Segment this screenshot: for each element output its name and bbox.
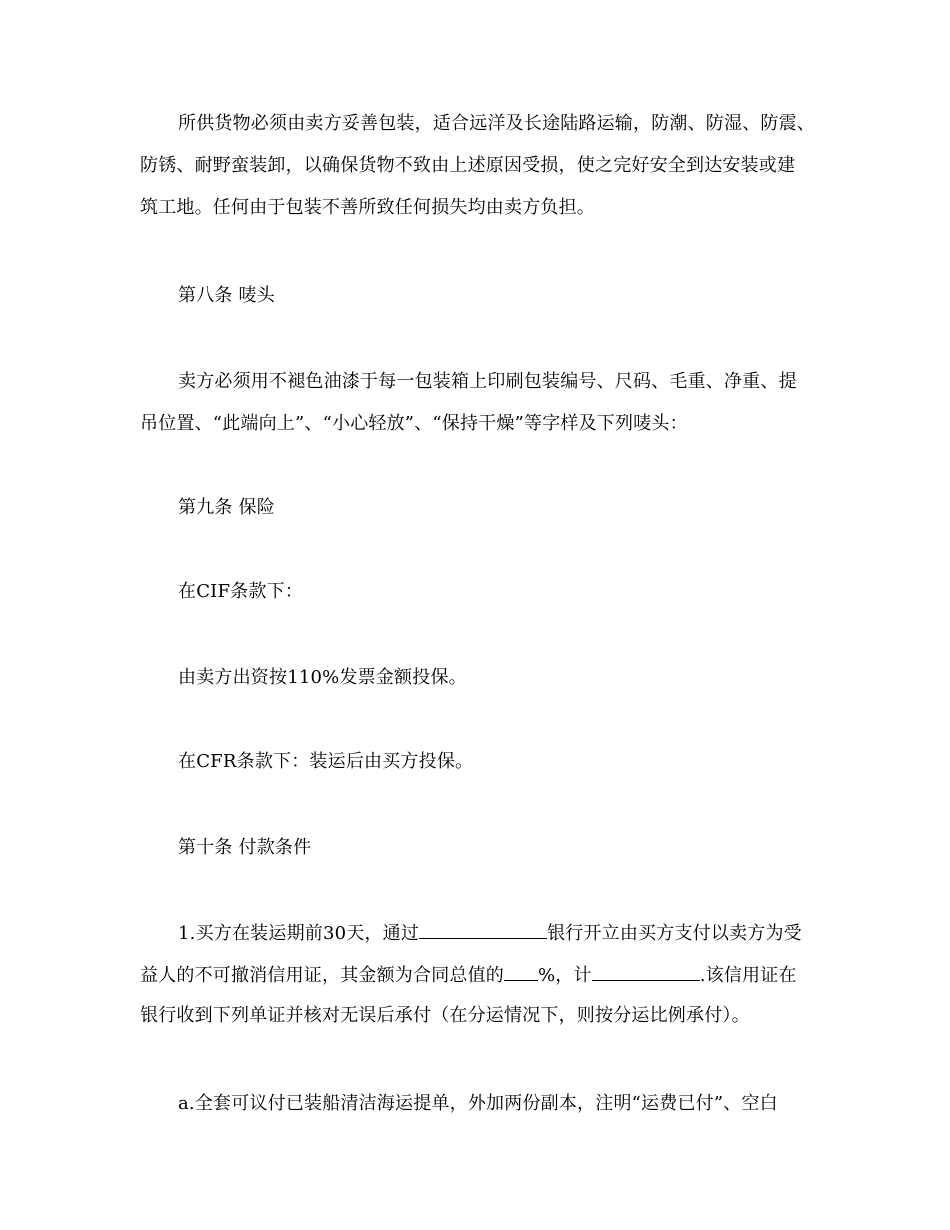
- article-9-heading: 第九条 保险: [178, 497, 275, 518]
- payment-item-1-line-2: [140, 962, 797, 988]
- payment-item-1-text-b: 银行开立由买方支付以卖方为受: [547, 923, 802, 944]
- amount-blank[interactable]: [592, 962, 700, 981]
- payment-item-1-line-3: 银行收到下列单证并核对无误后承付（在分运情况下，则按分运比例承付）。: [140, 1005, 750, 1026]
- marks-paragraph-line-2: 吊位置、“此端向上”、“小心轻放”、“保持干燥”等字样及下列唛头：: [140, 413, 688, 434]
- cif-label: 在CIF条款下：: [178, 581, 303, 602]
- percentage-blank[interactable]: [504, 962, 538, 981]
- cif-insurance-text: 由卖方出资按110%发票金额投保。: [178, 667, 467, 688]
- payment-item-1-text-e: .该信用证在: [699, 965, 797, 986]
- payment-item-1-line-1: [178, 920, 802, 946]
- packaging-paragraph-line-2: 防锈、耐野蛮装卸，以确保货物不致由上述原因受损，使之完好安全到达安装或建: [140, 155, 796, 176]
- payment-item-1-text-c: 益人的不可撤消信用证，其金额为合同总值的: [140, 965, 504, 986]
- bank-name-blank[interactable]: [419, 920, 547, 939]
- cfr-insurance-text: 在CFR条款下：装运后由买方投保。: [178, 751, 474, 772]
- article-10-heading: 第十条 付款条件: [178, 837, 312, 858]
- payment-item-a-line-1: a.全套可议付已装船清洁海运提单，外加两份副本，注明“运费已付”、空白: [178, 1093, 778, 1114]
- payment-item-1-text-a: 1.买方在装运期前30天，通过: [178, 923, 420, 944]
- payment-item-1-text-d: %，计: [538, 965, 592, 986]
- packaging-paragraph-line-3: 筑工地。任何由于包装不善所致任何损失均由卖方负担。: [140, 197, 595, 218]
- article-8-heading: 第八条 唛头: [178, 285, 275, 306]
- marks-paragraph-line-1: 卖方必须用不褪色油漆于每一包装箱上印刷包装编号、尺码、毛重、净重、提: [178, 371, 797, 392]
- packaging-paragraph-line-1: 所供货物必须由卖方妥善包装，适合远洋及长途陆路运输，防潮、防湿、防震、: [178, 113, 815, 134]
